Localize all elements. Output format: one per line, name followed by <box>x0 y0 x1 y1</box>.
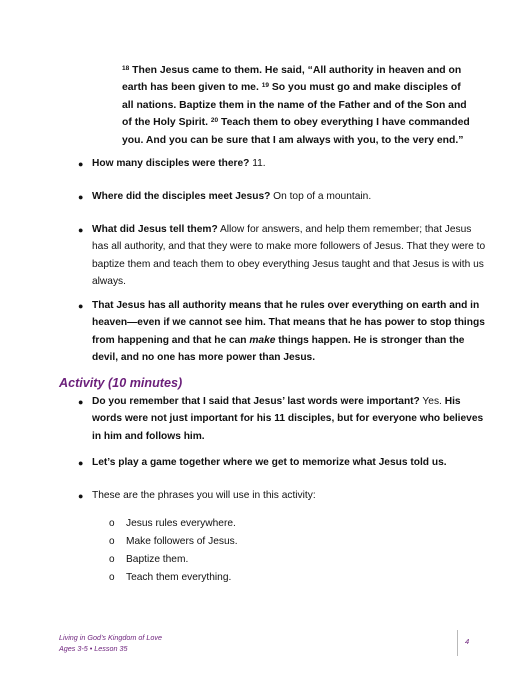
circle-bullet-icon: o <box>109 518 115 529</box>
phrase-item: Jesus rules everywhere. <box>126 518 236 529</box>
footer-divider <box>457 630 458 656</box>
section-heading: Activity (10 minutes) <box>59 376 183 390</box>
footer <box>59 632 162 654</box>
bullet-icon: ● <box>78 192 84 202</box>
phrase-item: Baptize them. <box>126 554 189 565</box>
verse-number: 20 <box>210 117 219 125</box>
circle-bullet-icon: o <box>109 572 115 583</box>
list-item: These are the phrases you will use in this activity: <box>92 490 316 501</box>
circle-bullet-icon: o <box>109 536 115 547</box>
bullet-icon: ● <box>78 159 84 169</box>
list-item: Do you remember that I said that Jesus’ last words were important? Yes. His words were not just important for his 11 disciples, but for everyone who believes in him and follows him. <box>92 396 484 442</box>
page-number: 4 <box>465 637 470 646</box>
bullet-icon: ● <box>78 458 84 468</box>
bullet-icon: ● <box>78 491 84 501</box>
list-item: Where did the disciples meet Jesus? On top of a mountain. <box>92 191 372 202</box>
bullet-icon: ● <box>78 397 84 407</box>
phrase-item: Make followers of Jesus. <box>126 536 238 547</box>
circle-bullet-icon: o <box>109 554 115 565</box>
list-item: How many disciples were there? 11. <box>92 158 266 169</box>
bullet-icon: ● <box>78 301 84 311</box>
verse-text: So you must go and make disciples of all nations. Baptize them in the name of the Father and of the Son and of the Holy Spirit. <box>122 82 467 129</box>
verse-number: 19 <box>261 82 269 90</box>
footer-title: Living in God’s Kingdom of Love <box>59 633 162 642</box>
verse-text: Then Jesus came to them. He said, “All authority in heaven and on earth has been given to me. <box>122 65 462 94</box>
list-item: Let’s play a game together where we get to memorize what Jesus told us. <box>92 457 447 468</box>
scripture-quote <box>122 62 472 149</box>
bullet-icon: ● <box>78 225 84 235</box>
list-item: What did Jesus tell them? Allow for answers, and help them remember; that Jesus has all authority, and that they were to make more followers of Jesus. That they were to baptize them and teach them to obey everything Jesus taught and that Jesus is with us always. <box>92 224 486 288</box>
footer-subtitle: Ages 3-5 • Lesson 35 <box>59 644 128 653</box>
verse-text: Teach them to obey everything I have commanded you. And you can be sure that I am always with you, to the very end.” <box>122 117 470 146</box>
verse-number: 18 <box>122 65 130 72</box>
list-item: That Jesus has all authority means that he rules over everything on earth and in heaven—even if we cannot see him. That means that he has power to stop things from happening and that he can make things happen. He is stronger than the devil, and no one has more power than Jesus. <box>92 300 485 364</box>
phrase-item: Teach them everything. <box>126 572 232 583</box>
